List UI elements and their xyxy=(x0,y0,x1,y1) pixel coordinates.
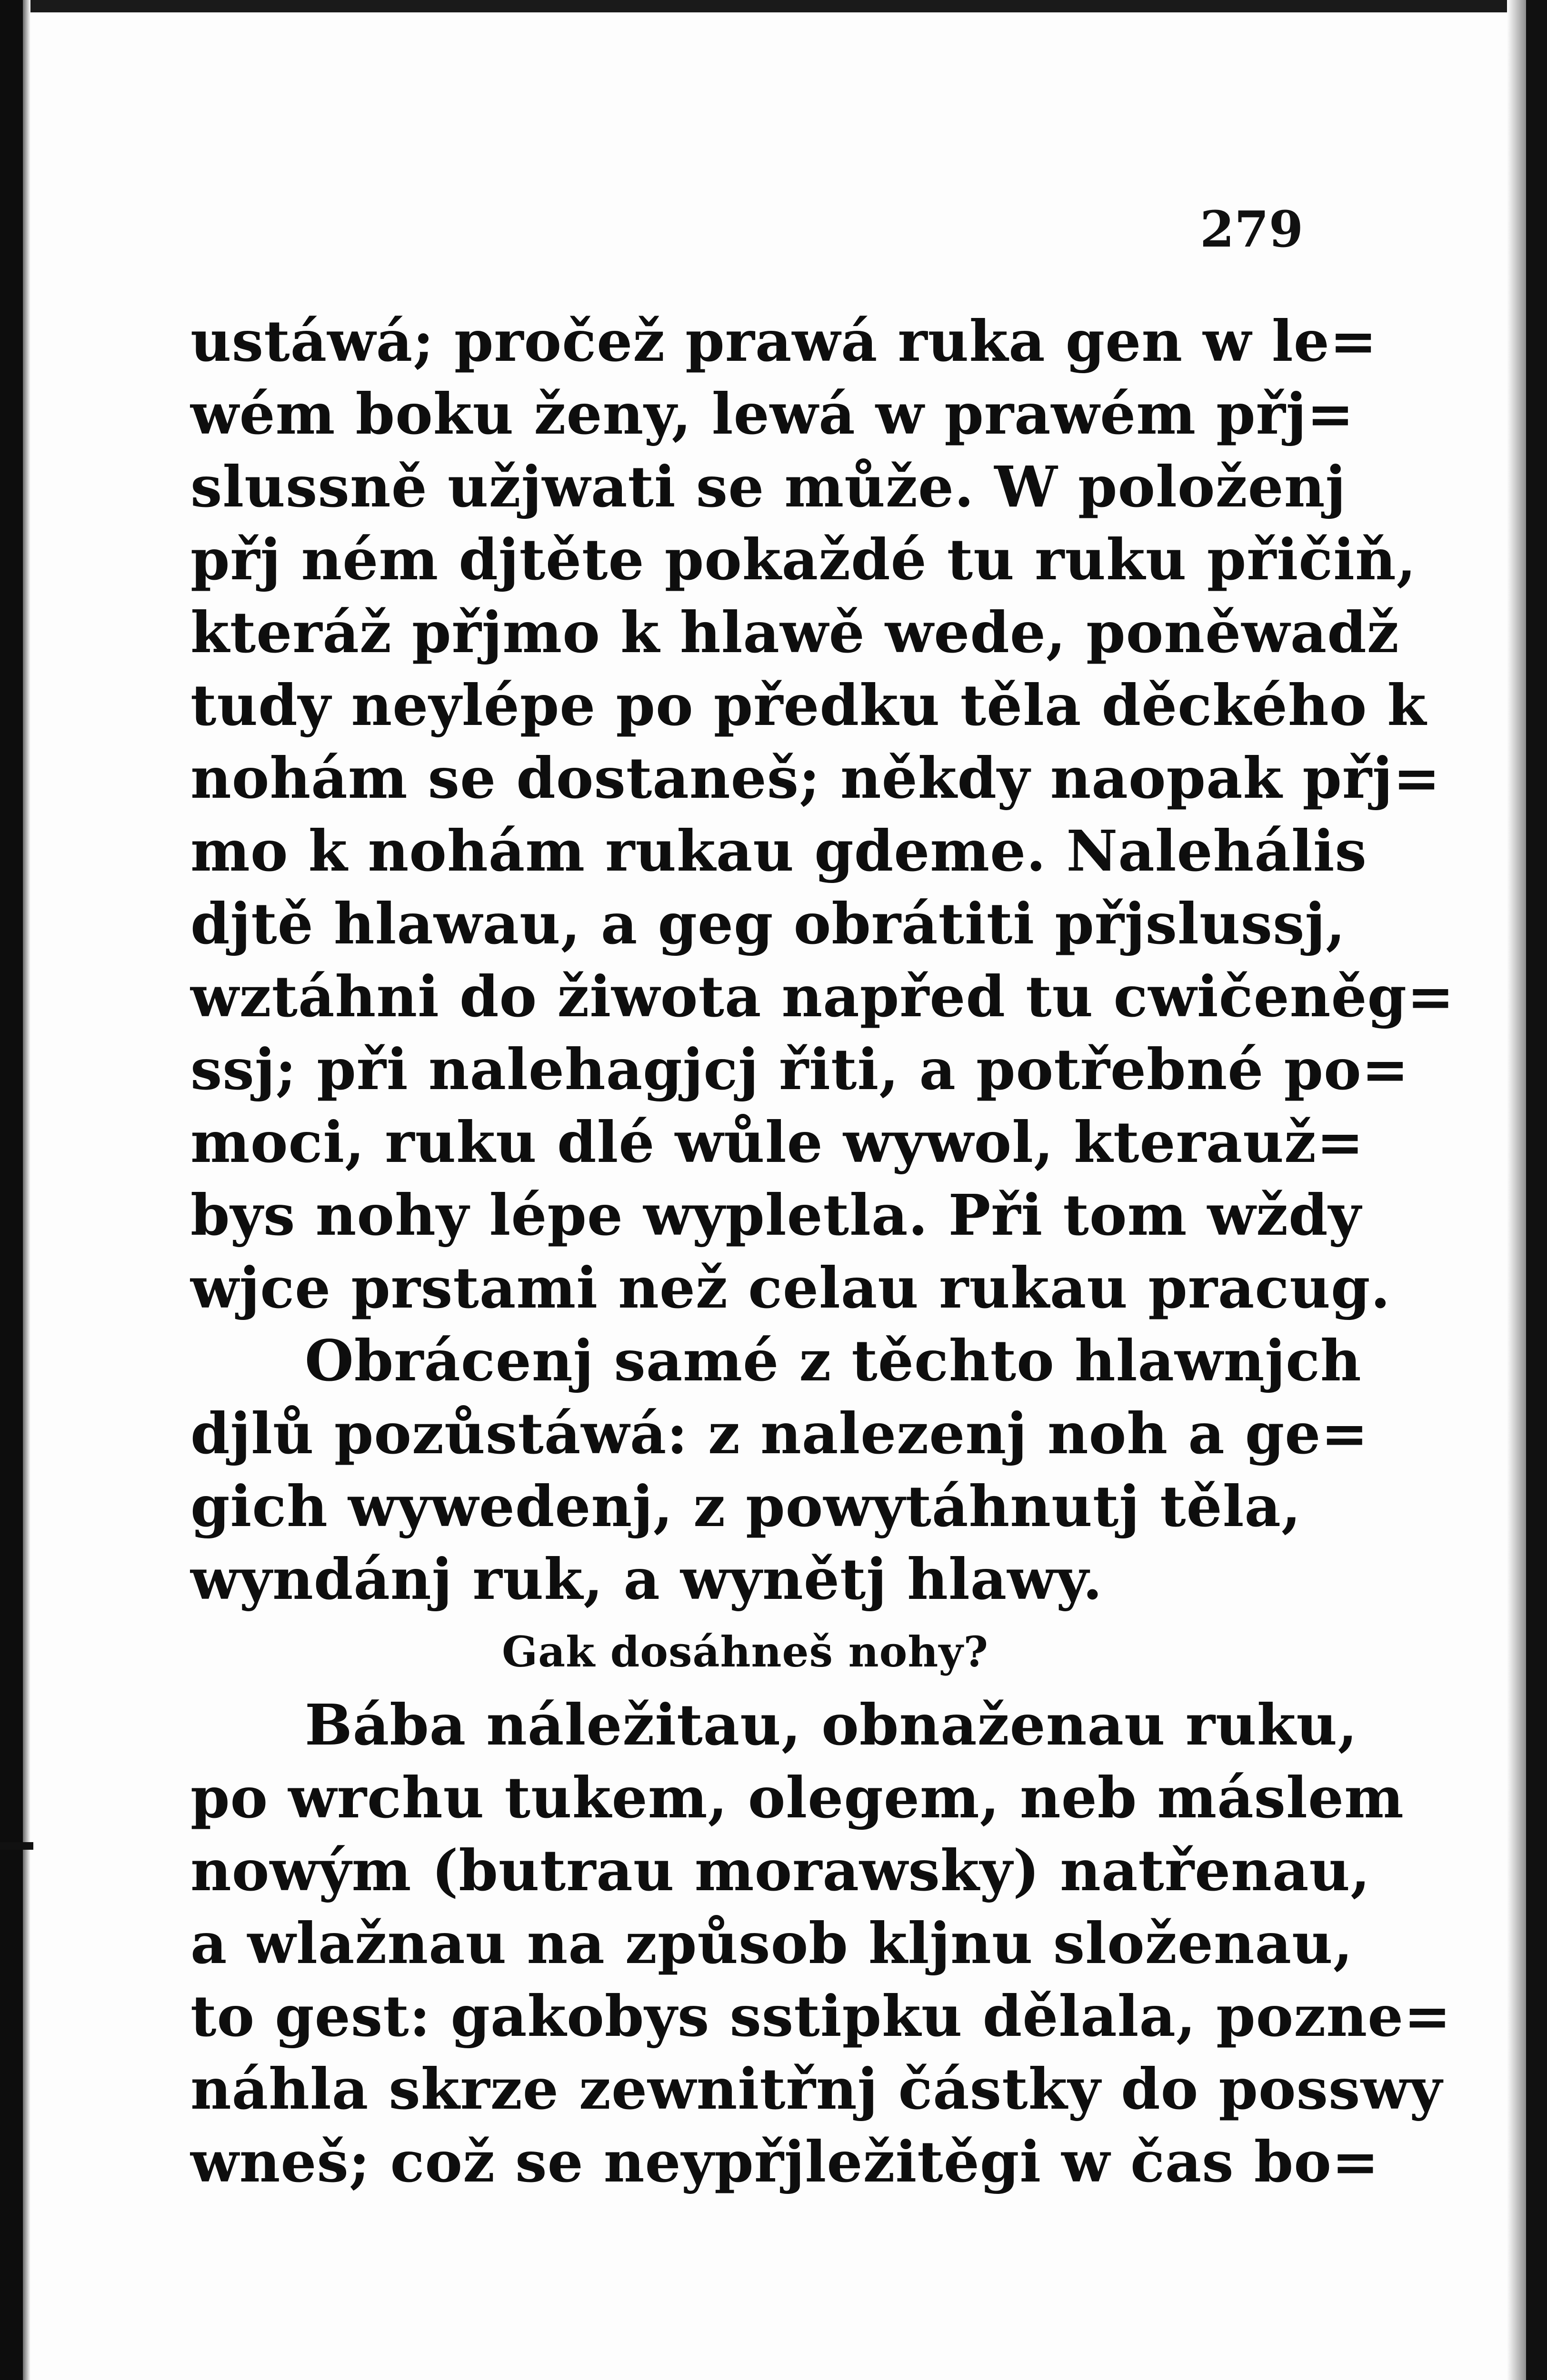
text-line: nohám se dostaneš; někdy naopak přj= xyxy=(190,745,1441,811)
text-line: Bába náležitau, obnaženau ruku, xyxy=(305,1692,1358,1758)
scan-top-edge xyxy=(0,0,1547,12)
text-line: moci, ruku dlé wůle wywol, kterauž= xyxy=(190,1109,1364,1175)
section-heading: Gak dosáhneš nohy? xyxy=(501,1627,989,1676)
text-line: náhla skrze zewnitřnj částky do posswy xyxy=(190,2056,1443,2122)
text-line: nowým (butrau morawsky) natřenau, xyxy=(190,1837,1371,1904)
text-line: ustáwá; pročež prawá ruka gen w le= xyxy=(190,308,1377,374)
text-line: wjce prstami než celau rukau pracug. xyxy=(190,1255,1391,1321)
scan-left-edge xyxy=(0,0,23,2380)
text-line: Obrácenj samé z těchto hlawnjch xyxy=(305,1328,1362,1394)
text-line: po wrchu tukem, olegem, neb máslem xyxy=(190,1765,1404,1831)
text-line: ssj; při nalehagjcj řiti, a potřebné po= xyxy=(190,1036,1409,1102)
scan-right-edge xyxy=(1526,0,1547,2380)
text-line: to gest: gakobys sstipku dělala, pozne= xyxy=(190,1983,1452,2049)
text-line: wém boku ženy, lewá w prawém přj= xyxy=(190,381,1355,447)
body-text xyxy=(190,305,1455,2198)
text-line: djlů pozůstáwá: z nalezenj noh a ge= xyxy=(190,1400,1369,1467)
text-line: gich wywedenj, z powytáhnutj těla, xyxy=(190,1473,1302,1539)
scan-margin-mark xyxy=(0,1842,33,1850)
scan-right-shadow xyxy=(1507,0,1526,2380)
text-line: bys nohy lépe wypletla. Při tom wždy xyxy=(190,1182,1362,1248)
page-number: 279 xyxy=(1200,200,1304,258)
text-line: djtě hlawau, a geg obrátiti přjslussj, xyxy=(190,891,1346,957)
text-line: a wlažnau na způsob kljnu složenau, xyxy=(190,1910,1354,1976)
text-line: kteráž přjmo k hlawě wede, poněwadž xyxy=(190,599,1399,665)
text-line: wztáhni do žiwota napřed tu cwičeněg= xyxy=(190,963,1455,1030)
scan-left-shadow xyxy=(23,0,30,2380)
text-line: tudy neylépe po předku těla děckého k xyxy=(190,672,1427,738)
text-line: přj ném djtěte pokaždé tu ruku přičiň, xyxy=(190,526,1417,593)
text-line: wneš; což se neypřjležitěgi w čas bo= xyxy=(190,2129,1379,2195)
text-line: mo k nohám rukau gdeme. Nalehális xyxy=(190,818,1367,884)
text-line: wyndánj ruk, a wynětj hlawy. xyxy=(190,1546,1103,1612)
text-line: slussně užjwati se může. W položenj xyxy=(190,454,1347,520)
